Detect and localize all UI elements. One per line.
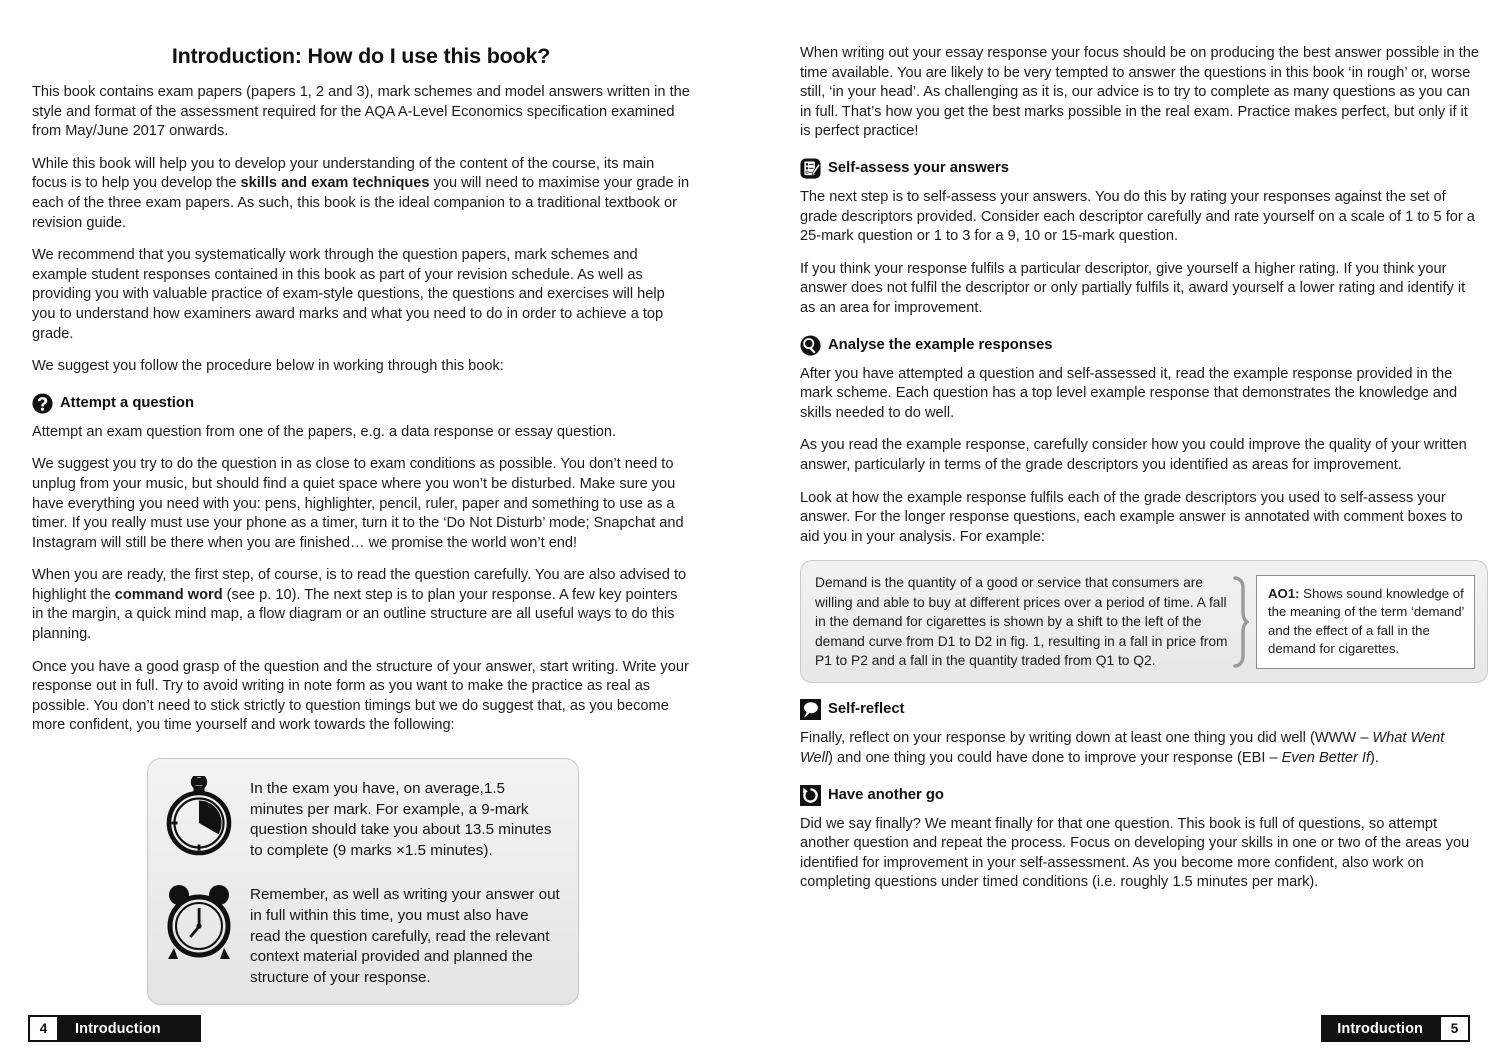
annotation-code: AO1: <box>1268 585 1300 601</box>
self-reflect-paragraph <box>800 729 1480 768</box>
self-reflect-text-2: ) and one thing you could have done to improve your response (EBI – <box>828 749 1282 766</box>
question-mark-circle-icon <box>32 393 53 414</box>
paragraph2-after: you will need to maximise your grade in each of the three exam papers. As such, this book is the ideal companion to a traditional textbook or revision guide. <box>32 175 690 231</box>
paragraph2-before: While this book will help you to develop your understanding of the content of the course, its main focus is to help you develop the <box>32 155 655 192</box>
analyse-paragraph-3: Look at how the example response fulfils each of the grade descriptors you used to self-assess your answer. For the longer response questions, each example answer is annotated with comment boxes to aid you in your analysis. For example: <box>800 489 1463 545</box>
section-heading-label: Self-reflect <box>828 701 905 718</box>
self-reflect-text-3: ). <box>1370 749 1379 766</box>
self-reflect-text-1: Finally, reflect on your response by writing down at least one thing you did well (WWW – <box>800 730 1373 747</box>
attempt-paragraph-1: Attempt an exam question from one of the papers, e.g. a data response or essay question. <box>32 423 617 440</box>
attempt-paragraph-2: We suggest you try to do the question in as close to exam conditions as possible. You don’t need to unplug from your music, but should find a quiet space where you won’t be disturbed. Make sure you have everything you need with you: pens, highlighter, pencil, ruler, paper and something to use as a timer. If you really must use your phone as a timer, turn it to the ‘Do Not Disturb’ mode; Snapchat and Instagram will still be there when you are finished… we promise the world won’t end! <box>32 456 684 551</box>
speech-bubble-icon <box>800 699 821 720</box>
have-another-go-paragraph: Did we say finally? We meant finally for that one question. This book is full of questions, so attempt another question and repeat the process. Focus on developing your skills in one or two of the areas you identified for improvement in your self-assessment. As you become more confident, also work on completing questions under timed conditions (i.e. roughly 1.5 minutes per mark). <box>800 815 1470 891</box>
annotation-text: Shows sound knowledge of the meaning of the term ‘demand’ and the effect of a fall in the demand for cigarettes. <box>1268 585 1464 657</box>
intro-paragraph-4: We suggest you follow the procedure below in working through this book: <box>32 358 504 375</box>
stopwatch-icon <box>162 775 236 857</box>
section-heading-self-assess <box>800 158 1480 179</box>
self-reflect-italic-www: What Went Well <box>800 730 1445 766</box>
right-page-number: 5 <box>1439 1015 1470 1042</box>
alarm-clock-icon <box>162 881 236 963</box>
intro-paragraph-1: This book contains exam papers (papers 1, 2 and 3), mark schemes and model answers written in the style and format of the assessment required for the AQA A-Level Economics specification examined from May/June 2017 onwards. <box>32 84 690 140</box>
checklist-clipboard-icon <box>800 158 821 179</box>
attempt-paragraph-4: Once you have a good grasp of the question and the structure of your answer, start writing. Write your response out in full. Try to avoid writing in note form as you want to make the practice as real as possible. You don’t need to stick strictly to question timings but we do suggest that, as you become more confident, you time yourself and work towards the following: <box>32 658 689 734</box>
page-title: Introduction: How do I use this book? <box>171 44 551 68</box>
callout-text-alarm-clock: Remember, as well as writing your answer out in full within this time, you must also have read the question carefully, read the relevant context material provided and planned the structure of your response. <box>250 886 560 986</box>
section-heading-self-reflect <box>800 699 1480 720</box>
intro-paragraph-3: We recommend that you systematically work through the question papers, mark schemes and example student responses contained in this book as part of your revision schedule. As well as providing you with valuable practice of exam-style questions, the questions and exercises will help you to understand how examiners award marks and what you need to do in order to achieve a top grade. <box>32 247 665 342</box>
example-response-text: Demand is the quantity of a good or service that consumers are willing and able to buy at different prices over a period of time. A fall in the demand for cigarettes is shown by a shift to the left of the demand curve from D1 to D2 in fig. 1, resulting in a fall in price from P1 to P2 and a fall in the quantity traded from Q1 to Q2. <box>815 575 1228 668</box>
right-page <box>750 0 1500 1060</box>
section-heading-analyse-responses <box>800 335 1480 356</box>
curly-brace-connector-icon <box>1232 576 1250 668</box>
self-assess-paragraph-2: If you think your response fulfils a particular descriptor, give yourself a higher rating. If you think your answer does not fulfil the descriptor or only partially fulfils it, award yourself a lower rating and identify it as an area for improvement. <box>800 260 1466 316</box>
analyse-paragraph-2: As you read the example response, carefully consider how you could improve the quality of your written answer, particularly in terms of the grade descriptors you identified as areas for improvement. <box>800 437 1467 473</box>
timing-callout-box <box>147 758 579 1005</box>
intro-paragraph-2 <box>32 155 690 233</box>
paragraph2-bold-term: skills and exam techniques <box>240 175 430 192</box>
callout-text-stopwatch: In the exam you have, on average,1.5 minutes per mark. For example, a 9-mark question should take you about 13.5 minutes to complete (9 marks ×1.5 minutes). <box>250 780 552 859</box>
magnifying-glass-icon <box>800 335 821 356</box>
command-word-before: When you are ready, the first step, of course, is to read the question carefully. You are also advised to highlight the <box>32 567 687 603</box>
left-running-head: Introduction <box>59 1015 201 1042</box>
right-intro-paragraph: When writing out your essay response your focus should be on producing the best answer possible in the time available. You are likely to be very tempted to answer the questions in this book ‘in rough’ or, worse still, ‘in your head’. As challenging as it is, our advice is to try to complete as many questions as you can in full. That’s how you get the best marks possible in the real exam. Practice makes perfect, but only if it is perfect practice! <box>800 45 1480 140</box>
section-heading-have-another-go <box>800 785 1480 806</box>
right-page-footer <box>1321 1015 1470 1042</box>
annotation-comment-box <box>1256 575 1475 669</box>
section-heading-attempt-a-question <box>32 393 690 414</box>
section-heading-label: Have another go <box>828 786 944 803</box>
analyse-paragraph-1: After you have attempted a question and self-assessed it, read the example response provided in the mark scheme. Each question has a top level example response that demonstrates the knowledge and skills needed to do well. <box>800 365 1458 421</box>
left-page-footer <box>28 1015 201 1042</box>
right-running-head: Introduction <box>1321 1015 1439 1042</box>
section-heading-label: Analyse the example responses <box>828 336 1053 353</box>
circular-arrow-refresh-icon <box>800 785 821 806</box>
callout-row-alarm-clock <box>162 881 562 988</box>
section-heading-label: Self-assess your answers <box>828 160 1009 177</box>
left-page-number: 4 <box>28 1015 59 1042</box>
callout-row-stopwatch <box>162 775 562 861</box>
section-heading-label: Attempt a question <box>60 394 194 411</box>
command-word-bold-term: command word <box>114 586 223 603</box>
annotated-example-box <box>800 560 1488 683</box>
self-assess-paragraph-1: The next step is to self-assess your answers. You do this by rating your responses against the set of grade descriptors provided. Consider each descriptor carefully and rate yourself on a scale of 1 to 5 for a 25-mark question or 1 to 3 for a 9, 10 or 15-mark question. <box>800 188 1475 245</box>
attempt-paragraph-command-word <box>32 566 690 644</box>
self-reflect-italic-ebi: Even Better If <box>1281 749 1371 766</box>
command-word-after: (see p. 10). The next step is to plan your response. A few key pointers in the margin, a quick mind map, a flow diagram or an outline structure are all useful ways to do this planning. <box>32 586 678 643</box>
